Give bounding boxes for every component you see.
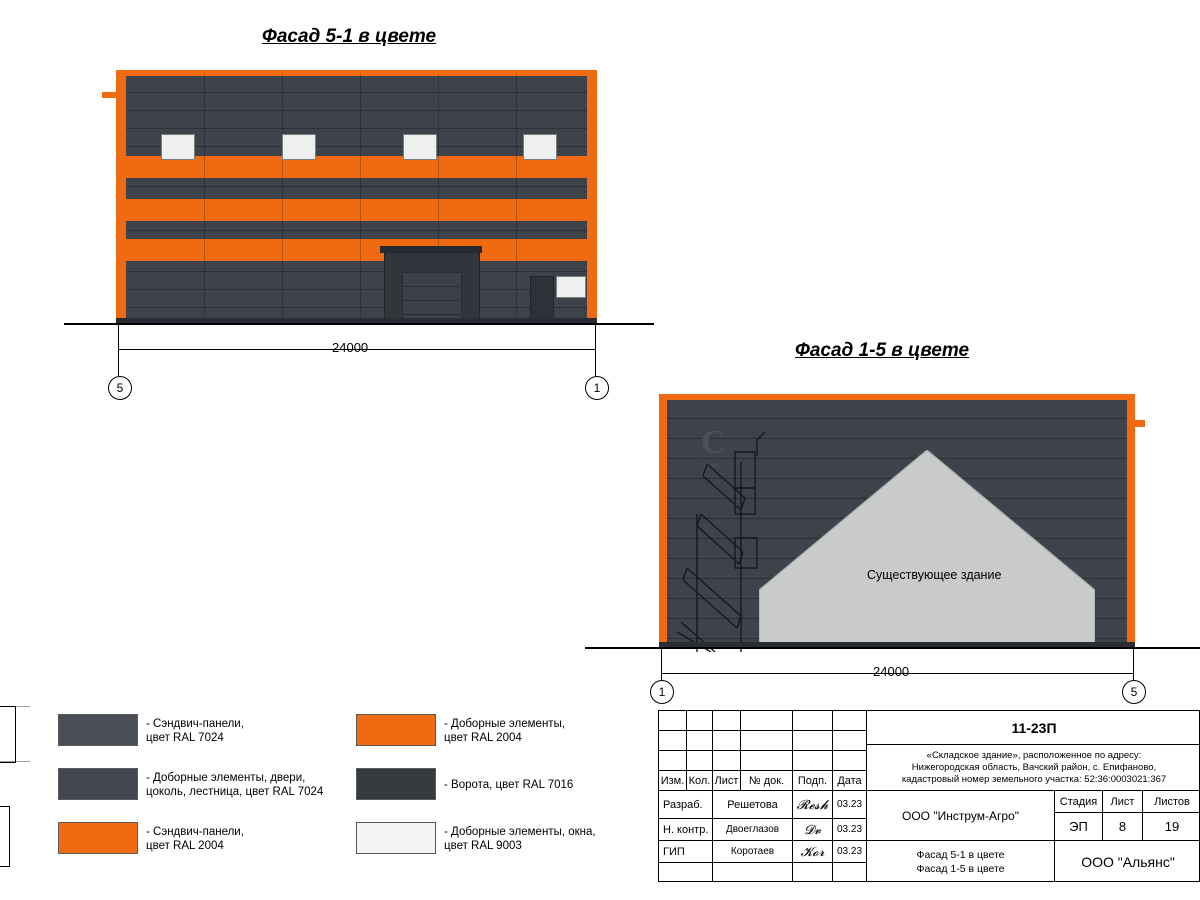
tb-row-name-1: Решетова — [713, 791, 793, 819]
panel-seam — [667, 418, 1127, 419]
existing-building-label: Существующее здание — [867, 568, 1002, 582]
tb-empty — [833, 711, 867, 731]
facade-1-5-drawing — [655, 392, 1145, 699]
tb-stage-value: ЭП — [1055, 813, 1103, 841]
facade-5-1-title: Фасад 5-1 в цвете — [262, 26, 437, 47]
facade-1-5-parapet-tab — [1127, 420, 1145, 427]
tb-row-empty-7 — [833, 863, 867, 882]
legend-label-5 — [146, 826, 244, 853]
tb-empty — [833, 751, 867, 771]
panel-vertical-seam — [282, 74, 283, 322]
legend-label-3-line2: цоколь, лестница, цвет RAL 7024 — [146, 785, 324, 798]
legend-swatch-5 — [58, 822, 138, 854]
tb-col-data: Дата — [833, 771, 867, 791]
tb-sheet-name — [867, 841, 1055, 882]
tb-col-izm: Изм. — [659, 771, 687, 791]
tb-stage-header: Стадия — [1055, 791, 1103, 813]
facade-5-1-gate-panel-line — [402, 314, 460, 315]
panel-seam — [126, 186, 587, 187]
facade-5-1-small-window — [556, 276, 586, 298]
legend-label-1-line1: - Сэндвич-панели, — [146, 718, 244, 730]
panel-vertical-seam — [204, 74, 205, 322]
tb-object-line3: кадастровый номер земельного участка: 52:36:0003021:367 — [901, 773, 1167, 785]
legend-label-1-line2: цвет RAL 7024 — [146, 731, 224, 744]
facade-5-1-window — [523, 134, 557, 160]
tb-empty — [793, 751, 833, 771]
facade-5-1-top-trim — [116, 70, 597, 76]
existing-building-shape — [759, 450, 1095, 646]
facade-5-1-wall — [116, 74, 597, 322]
tb-empty — [713, 711, 741, 731]
tb-empty — [687, 711, 713, 731]
facade-5-1-ground-line — [64, 323, 654, 325]
legend-swatch-4 — [356, 768, 436, 800]
tb-row-date-2: 03.23 — [833, 819, 867, 841]
panel-seam — [126, 230, 587, 231]
legend-label-6 — [444, 826, 596, 853]
facade-5-1-dim-value: 24000 — [332, 340, 369, 355]
tb-row-name-2: Двоеглазов — [713, 819, 793, 841]
facade-5-1-gate — [402, 272, 462, 324]
facade-1-5-right-corner-trim — [1127, 394, 1135, 646]
tb-empty — [659, 731, 687, 751]
tb-lists-value: 19 — [1143, 813, 1200, 841]
facade-5-1-gate-panel-line — [402, 300, 460, 301]
tb-row-role-3: ГИП — [659, 841, 713, 863]
legend-label-5-line2: цвет RAL 2004 — [146, 839, 224, 852]
legend-label-2 — [444, 718, 565, 745]
facade-5-1-gate-panel-line — [402, 286, 460, 287]
legend-swatch-2 — [356, 714, 436, 746]
tb-empty — [793, 731, 833, 751]
panel-seam — [126, 110, 587, 111]
page-frame-mark-2 — [0, 762, 16, 763]
tb-col-list: Лист — [713, 771, 741, 791]
facade-5-1-dim-extension-left — [118, 324, 119, 376]
legend-label-4-line1: - Ворота, цвет RAL 7016 — [444, 779, 574, 791]
facade-5-1-left-corner-trim — [116, 70, 126, 322]
tb-lists-header: Листов — [1143, 791, 1200, 813]
tb-sheet-name-line2: Фасад 1-5 в цвете — [916, 862, 1005, 875]
tb-row-empty-5 — [713, 863, 793, 882]
tb-row-empty-6 — [793, 863, 833, 882]
facade-5-1-window — [161, 134, 195, 160]
legend-label-2-line2: цвет RAL 2004 — [444, 731, 522, 744]
legend-label-3-line1: - Доборные элементы, двери, — [146, 772, 306, 784]
tb-object-description — [867, 745, 1200, 791]
tb-object-line2: Нижегородская область, Вачский район, с. Епифаново, — [911, 761, 1157, 773]
panel-seam — [126, 92, 587, 93]
panel-vertical-seam — [516, 74, 517, 322]
page-frame-mark-4 — [0, 866, 10, 867]
legend-swatch-1 — [58, 714, 138, 746]
axis-marker-5: 5 — [1122, 680, 1146, 704]
panel-seam — [126, 307, 587, 308]
external-stair — [657, 426, 767, 652]
tb-row-sign-2: 𝓓𝓿 — [793, 819, 833, 841]
panel-vertical-seam — [360, 74, 361, 322]
panel-seam — [126, 146, 587, 147]
tb-row-name-3: Коротаев — [713, 841, 793, 863]
tb-empty — [741, 731, 793, 751]
tb-object-line1: «Складское здание», расположенное по адресу: — [926, 749, 1142, 761]
tb-row-empty-4 — [659, 863, 713, 882]
page-frame-mark-1 — [0, 706, 16, 707]
facade-5-1-parapet-tab — [102, 92, 118, 98]
panel-seam — [126, 289, 587, 290]
axis-marker-1: 1 — [585, 376, 609, 400]
facade-1-5-title: Фасад 1-5 в цвете — [795, 340, 970, 361]
tb-row-date-3: 03.23 — [833, 841, 867, 863]
legend-label-1 — [146, 718, 244, 745]
tb-list-header: Лист — [1103, 791, 1143, 813]
title-block — [658, 710, 1200, 882]
legend-label-6-line1: - Доборные элементы, окна, — [444, 826, 596, 838]
panel-seam — [126, 128, 587, 129]
tb-empty — [741, 751, 793, 771]
panel-seam — [126, 271, 587, 272]
facade-1-5-ground-line — [585, 647, 1200, 649]
page-frame-vline-2 — [9, 806, 10, 866]
legend-label-6-line2: цвет RAL 9003 — [444, 839, 522, 852]
legend-label-5-line1: - Сэндвич-панели, — [146, 826, 244, 838]
tb-row-sign-3: 𝓚𝓸𝓻 — [793, 841, 833, 863]
legend-label-3 — [146, 772, 323, 799]
tb-designer-org: ООО "Альянс" — [1081, 853, 1175, 870]
legend-swatch-3 — [58, 768, 138, 800]
tb-empty — [659, 751, 687, 771]
tb-empty — [793, 711, 833, 731]
legend-label-2-line1: - Доборные элементы, — [444, 718, 566, 730]
legend — [58, 710, 658, 860]
facade-1-5-top-trim — [659, 394, 1135, 400]
facade-5-1-drawing — [100, 68, 610, 395]
tb-empty — [713, 731, 741, 751]
axis-marker-1: 1 — [650, 680, 674, 704]
tb-row-role-1: Разраб. — [659, 791, 713, 819]
tb-col-podp: Подп. — [793, 771, 833, 791]
tb-empty — [833, 731, 867, 751]
facade-1-5-dim-value: 24000 — [873, 664, 910, 679]
tb-project-code: 11-23П — [867, 711, 1200, 745]
legend-label-4 — [444, 779, 573, 793]
page-frame-vline — [15, 706, 16, 762]
faint-logo-text: ЛЬЯНС — [701, 464, 722, 470]
facade-5-1-right-corner-trim — [587, 70, 597, 322]
tb-list-value: 8 — [1103, 813, 1143, 841]
legend-swatch-6 — [356, 822, 436, 854]
facade-5-1-vestibule-roof — [380, 246, 482, 253]
tb-empty — [713, 751, 741, 771]
tb-sheet-name-line1: Фасад 5-1 в цвете — [916, 848, 1005, 861]
tb-row-date-1: 03.23 — [833, 791, 867, 819]
tb-empty — [741, 711, 793, 731]
tb-row-role-2: Н. контр. — [659, 819, 713, 841]
facade-5-1-dim-extension-right — [595, 324, 596, 376]
tb-col-kol: Кол. — [687, 771, 713, 791]
facade-5-1-door — [530, 276, 554, 324]
tb-empty — [659, 711, 687, 731]
tb-col-ndok: № док. — [741, 771, 793, 791]
tb-customer: ООО "Инструм-Агро" — [867, 791, 1055, 841]
facade-5-1-window — [403, 134, 437, 160]
tb-empty — [687, 751, 713, 771]
axis-marker-5: 5 — [108, 376, 132, 400]
tb-row-sign-1: 𝓡𝓮𝓼𝓱 — [793, 791, 833, 819]
facade-5-1-window — [282, 134, 316, 160]
tb-empty — [687, 731, 713, 751]
faint-logo-mark: C — [701, 424, 726, 461]
